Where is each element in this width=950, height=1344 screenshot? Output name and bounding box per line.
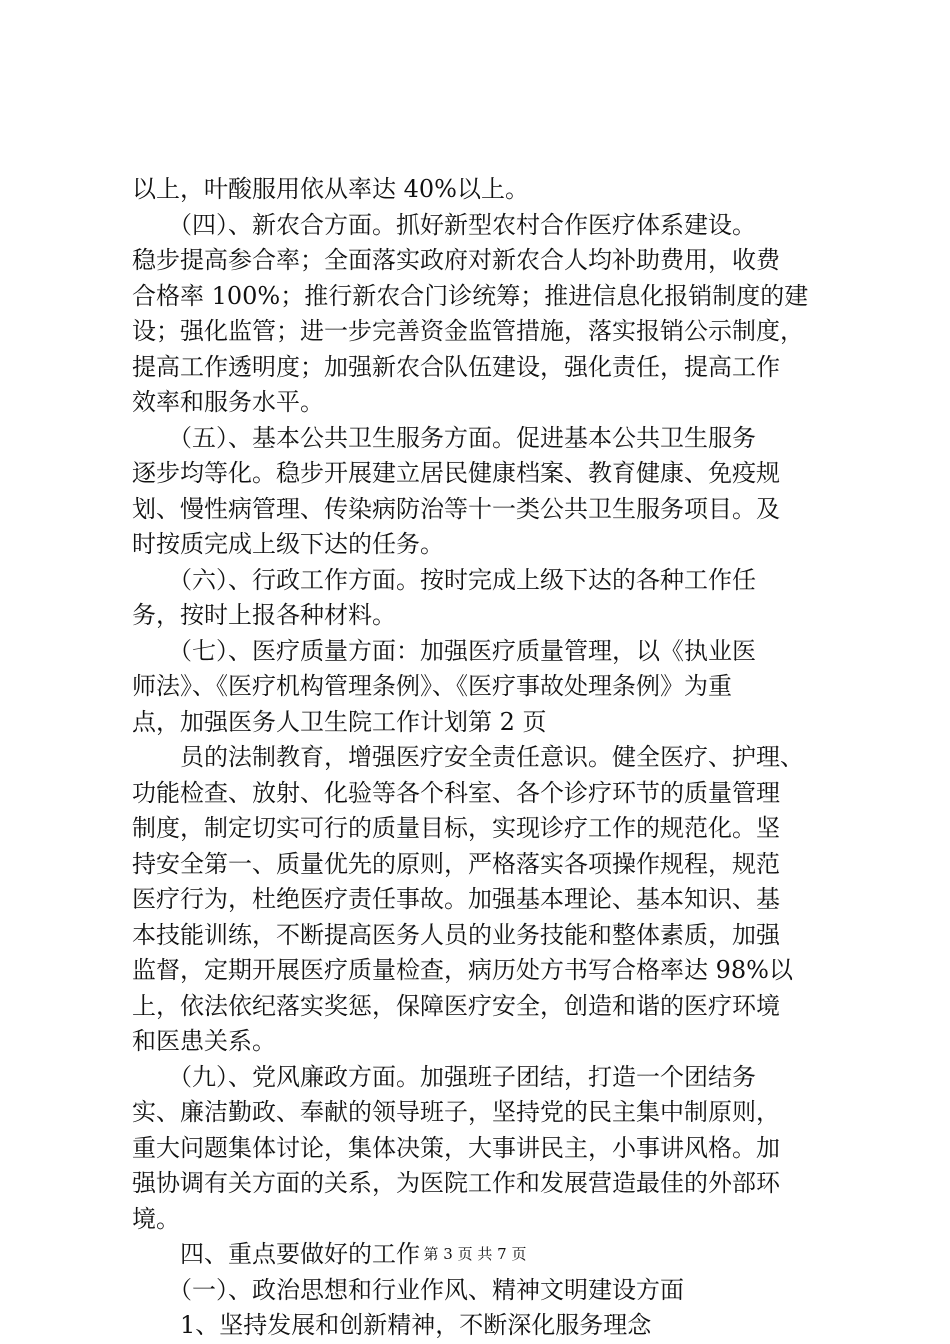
text-line: 逐步均等化。稳步开展建立居民健康档案、教育健康、免疫规 bbox=[132, 459, 780, 487]
text-line: （一）、政治思想和行业作风、精神文明建设方面 bbox=[132, 1275, 684, 1304]
text-line: 医疗行为，杜绝医疗责任事故。加强基本理论、基本知识、基 bbox=[132, 885, 780, 913]
text-line: （五）、基本公共卫生服务方面。促进基本公共卫生服务 bbox=[132, 423, 756, 452]
text-line: 时按质完成上级下达的任务。 bbox=[132, 530, 444, 558]
text-line: 功能检查、放射、化验等各个科室、各个诊疗环节的质量管理 bbox=[132, 778, 780, 807]
text-line: 提高工作透明度；加强新农合队伍建设，强化责任，提高工作 bbox=[132, 352, 780, 381]
document-body bbox=[132, 172, 842, 1344]
text-line: 划、慢性病管理、传染病防治等十一类公共卫生服务项目。及 bbox=[132, 494, 780, 523]
text-line: 以上，叶酸服用依从率达 40%以上。 bbox=[132, 175, 529, 203]
page-footer: 第 3 页 共 7 页 bbox=[423, 1245, 527, 1263]
text-line: （七）、医疗质量方面：加强医疗质量管理，以《执业医 bbox=[132, 636, 756, 665]
text-line: 员的法制教育，增强医疗安全责任意识。健全医疗、护理、 bbox=[132, 743, 804, 771]
text-line: 和医患关系。 bbox=[132, 1027, 276, 1055]
text-line: 持安全第一、质量优先的原则，严格落实各项操作规程，规范 bbox=[132, 849, 780, 878]
text-line: 点，加强医务人卫生院工作计划第 2 页 bbox=[132, 707, 547, 736]
text-line: 上，依法依纪落实奖惩，保障医疗安全，创造和谐的医疗环境 bbox=[132, 991, 780, 1020]
text-line: （六）、行政工作方面。按时完成上级下达的各种工作任 bbox=[132, 565, 756, 594]
text-line: 强协调有关方面的关系，为医院工作和发展营造最佳的外部环 bbox=[132, 1169, 780, 1197]
text-line: 稳步提高参合率；全面落实政府对新农合人均补助费用，收费 bbox=[132, 246, 780, 274]
text-line: 监督，定期开展医疗质量检查，病历处方书写合格率达 98%以 bbox=[132, 956, 793, 984]
text-line: （九）、党风廉政方面。加强班子团结，打造一个团结务 bbox=[132, 1062, 756, 1091]
text-line: 务，按时上报各种材料。 bbox=[132, 601, 396, 629]
text-line: 合格率 100%；推行新农合门诊统筹；推进信息化报销制度的建 bbox=[132, 281, 809, 310]
text-line: 重大问题集体讨论，集体决策，大事讲民主，小事讲风格。加 bbox=[132, 1133, 780, 1162]
text-line: 四、重点要做好的工作 bbox=[132, 1240, 420, 1268]
text-line: 师法》、《医疗机构管理条例》、《医疗事故处理条例》为重 bbox=[132, 672, 732, 700]
text-line: 境。 bbox=[132, 1204, 180, 1233]
text-line: 本技能训练，不断提高医务人员的业务技能和整体素质，加强 bbox=[132, 920, 780, 949]
text-line: 效率和服务水平。 bbox=[132, 388, 324, 416]
text-line: 制度，制定切实可行的质量目标，实现诊疗工作的规范化。坚 bbox=[132, 814, 780, 842]
text-line: （四）、新农合方面。抓好新型农村合作医疗体系建设。 bbox=[132, 210, 756, 239]
text-line: 实、廉洁勤政、奉献的领导班子，坚持党的民主集中制原则， bbox=[132, 1098, 780, 1126]
text-line: 1、坚持发展和创新精神，不断深化服务理念 bbox=[132, 1311, 652, 1339]
text-line: 设；强化监管；进一步完善资金监管措施，落实报销公示制度， bbox=[132, 317, 804, 345]
